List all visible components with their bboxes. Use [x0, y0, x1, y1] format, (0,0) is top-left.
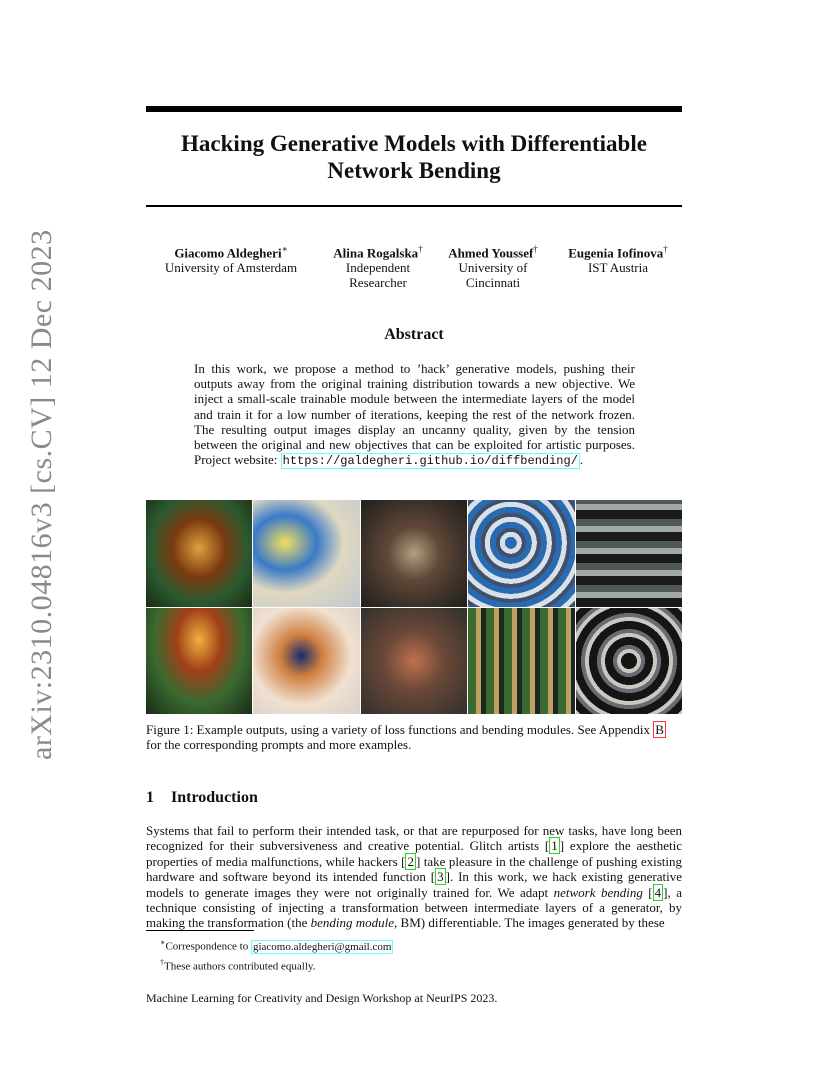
citation-link[interactable]: 4	[654, 884, 662, 900]
section-heading-introduction: 1 Introduction	[146, 789, 258, 806]
arxiv-stamp: arXiv:2310.04816v3 [cs.CV] 12 Dec 2023	[25, 229, 58, 760]
abstract-heading: Abstract	[384, 326, 444, 343]
footnote-2: †These authors contributed equally.	[160, 957, 316, 973]
footnote-rule	[146, 930, 254, 931]
figure-tile-1	[146, 500, 252, 607]
figure-1-caption: Figure 1: Example outputs, using a variety of loss functions and bending modules. See Appendix B for the corresponding prompts and more examples.	[146, 722, 664, 753]
venue-footer: Machine Learning for Creativity and Design Workshop at NeurIPS 2023.	[146, 991, 498, 1005]
figure-tile-7	[253, 608, 359, 715]
figure-tile-4	[468, 500, 574, 607]
citation-link[interactable]: 3	[437, 869, 444, 885]
introduction-paragraph: Systems that fail to perform their intended task, or that are repurposed for new tasks, have long been recognized for their subversiveness and creative potential. Glitch artists [ 1 ] explore the aesthetic properties of media malfunctions, while hackers [ 2 ] take pleasure in the challenge of pushing existing hardware and software beyond its intended function [ 3 ]. In this work, we hack existing generative models to generate images they were not originally trained for. We adapt network bending [ 4 ], a technique consisting of injecting a transformation between intermediate layers of a generator, by making the transformation (the bending module, BM) differentiable. The images generated by these	[146, 823, 682, 931]
project-website-link[interactable]: https://galdegheri.github.io/diffbending/	[282, 454, 578, 469]
title-bottom-rule	[146, 205, 682, 207]
author-2: Alina Rogalska† Independent Researcher	[333, 244, 423, 291]
citation-link[interactable]: 2	[407, 853, 414, 869]
paper-title	[146, 130, 682, 184]
author-4: Eugenia Iofinova† IST Austria	[568, 244, 668, 276]
title-top-rule	[146, 106, 682, 112]
abstract-body: In this work, we propose a method to ’hack’ generative models, pushing their outputs away from the original training distribution towards a new objective. We inject a small-scale trainable module between the intermediate layers of the model and train it for a low number of iterations, keeping the rest of the network frozen. The resulting output images display an uncanny quality, given by the tension between the original and new objectives that can be exploited for artistic purposes. Project website: https://galdegheri.github.io/diffbending/ .	[194, 361, 635, 469]
figure-1-image-grid	[146, 500, 682, 714]
figure-tile-2	[253, 500, 359, 607]
figure-tile-6	[146, 608, 252, 715]
title-line-1: Hacking Generative Models with Differentiable	[181, 131, 647, 156]
appendix-ref-link[interactable]: B	[655, 722, 664, 737]
footnote-1: ∗Correspondence to giacomo.aldegheri@gmail.com	[160, 938, 392, 953]
figure-tile-10	[576, 608, 682, 715]
figure-tile-8	[361, 608, 467, 715]
title-line-2: Network Bending	[327, 158, 501, 183]
figure-tile-9	[468, 608, 574, 715]
correspondence-email-link[interactable]: giacomo.aldegheri@gmail.com	[252, 940, 392, 953]
author-block	[146, 242, 682, 292]
figure-tile-5	[576, 500, 682, 607]
citation-link[interactable]: 1	[551, 838, 558, 854]
figure-tile-3	[361, 500, 467, 607]
author-1: Giacomo Aldegheri∗ University of Amsterdam	[164, 244, 298, 276]
footnotes	[160, 935, 680, 974]
author-3: Ahmed Youssef† University of Cincinnati	[448, 244, 538, 291]
